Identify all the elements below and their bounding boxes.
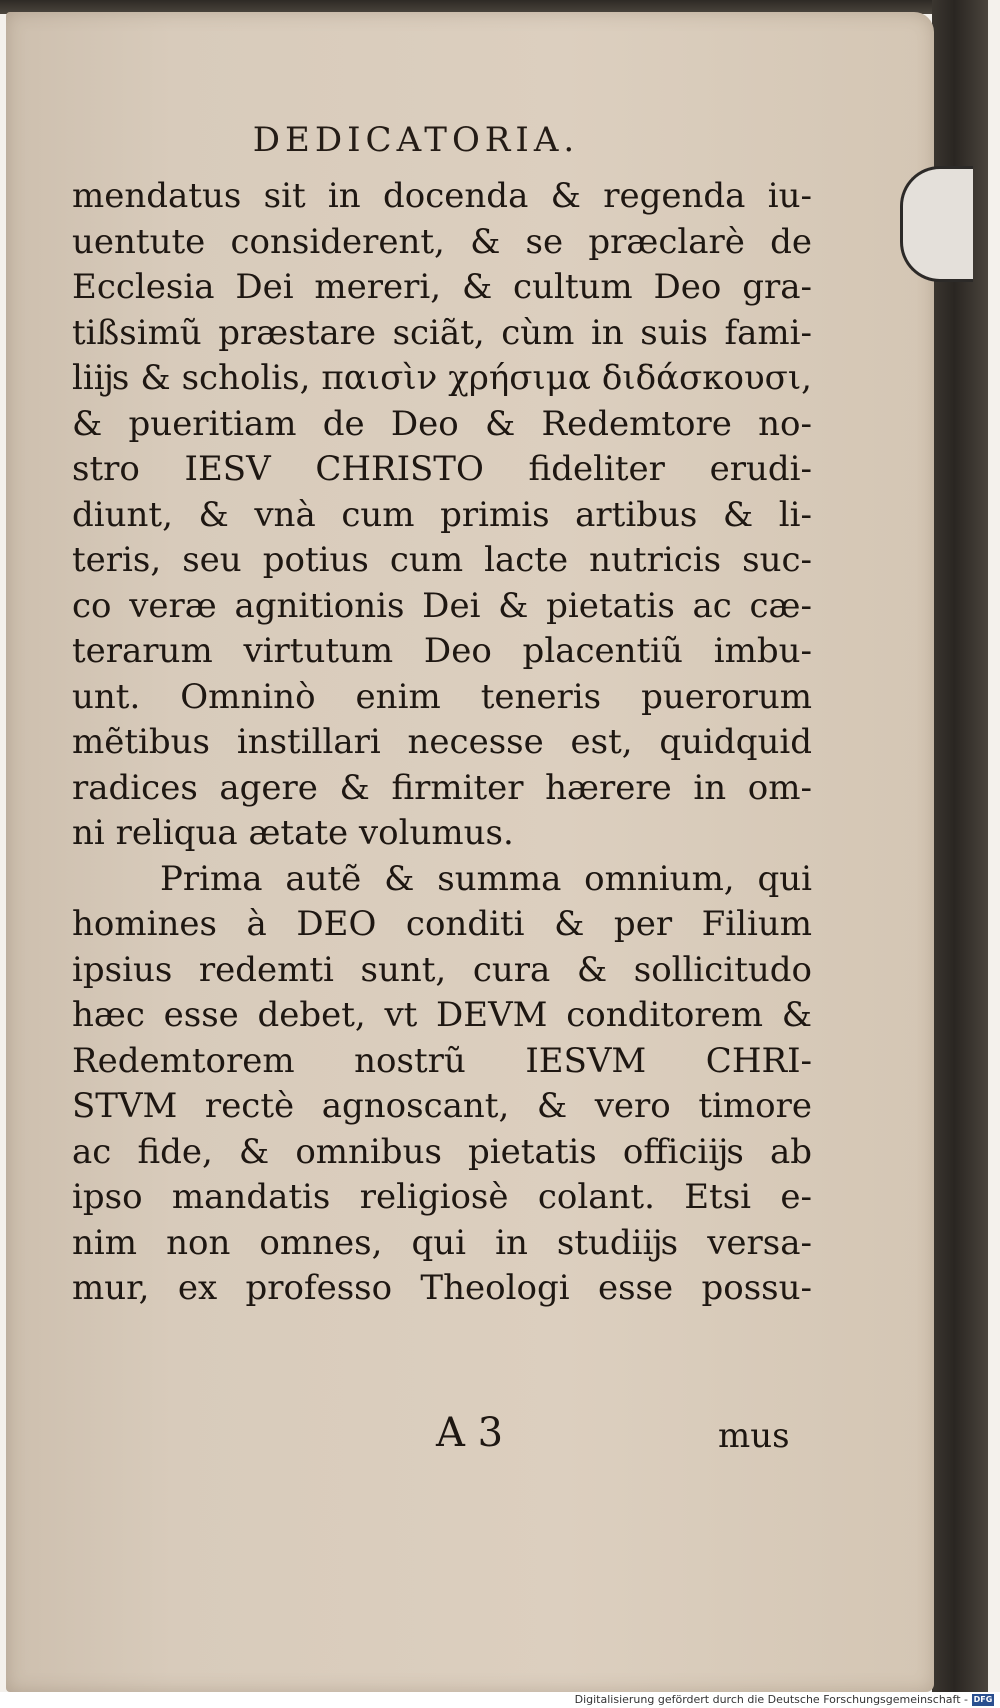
text-line: liĳs & scholis, παισὶν χρήσιμα διδάσκουσι, [72,358,812,398]
text-line: radices agere & firmiter hærere in om- [72,767,812,808]
text-line: diunt, & vnà cum primis artibus & li- [72,494,812,535]
text-line: nim non omnes, qui in studiĳs versa- [72,1222,812,1263]
text-line: mendatus sit in docenda & regenda iu- [72,176,812,216]
text-line: ac fide, & omnibus pietatis officiĳs ab [72,1131,812,1172]
text-line: Ecclesia Dei mereri, & cultum Deo gra- [72,267,812,307]
page-footer [6,1410,826,1460]
text-line: & pueritiam de Deo & Redemtore no- [72,403,812,444]
credit-text: Digitalisierung gefördert durch die Deutsche Forschungsgemeinschaft - [574,1693,968,1706]
text-line: ipsius redemti sunt, cura & sollicitudo [72,949,812,990]
text-line: stro IESV CHRISTO fideliter erudi- [72,449,812,489]
text-line: homines à DEO conditi & per Filium [72,904,812,944]
digitization-credit-bar [0,1692,1000,1708]
text-line: tißsimũ præstare sciãt, cùm in suis fami- [72,312,812,353]
page-clip [900,166,973,282]
text-line: mur, ex professo Theologi esse possu- [72,1268,812,1308]
text-line: terarum virtutum Deo placentiũ imbu- [72,631,812,671]
text-line: unt. Omninò enim teneris puerorum [72,676,812,717]
text-line: STVM rectè agnoscant, & vero timore [72,1086,812,1126]
text-line: uentute considerent, & se præclarè de [72,221,812,262]
signature-mark: A 3 [436,1410,504,1456]
body-text [72,174,812,1312]
text-line: Prima autẽ & summa omnium, qui [160,858,812,899]
text-line: co veræ agnitionis Dei & pietatis ac cæ- [72,585,812,626]
catchword: mus [718,1416,790,1456]
text-line: ni reliqua ætate volumus. [72,813,514,853]
text-line: ipso mandatis religiosè colant. Etsi e- [72,1177,812,1217]
text-line: mẽtibus instillari necesse est, quidquid [72,722,812,762]
text-line: hæc esse debet, vt DEVM conditorem & [72,995,812,1035]
text-line: teris, seu potius cum lacte nutricis suc- [72,540,812,580]
text-line: Redemtorem nostrũ IESVM CHRI- [72,1040,812,1081]
paper-page [6,12,934,1692]
running-head: DEDICATORIA. [252,120,580,160]
dfg-logo-icon: DFG [973,1695,993,1704]
